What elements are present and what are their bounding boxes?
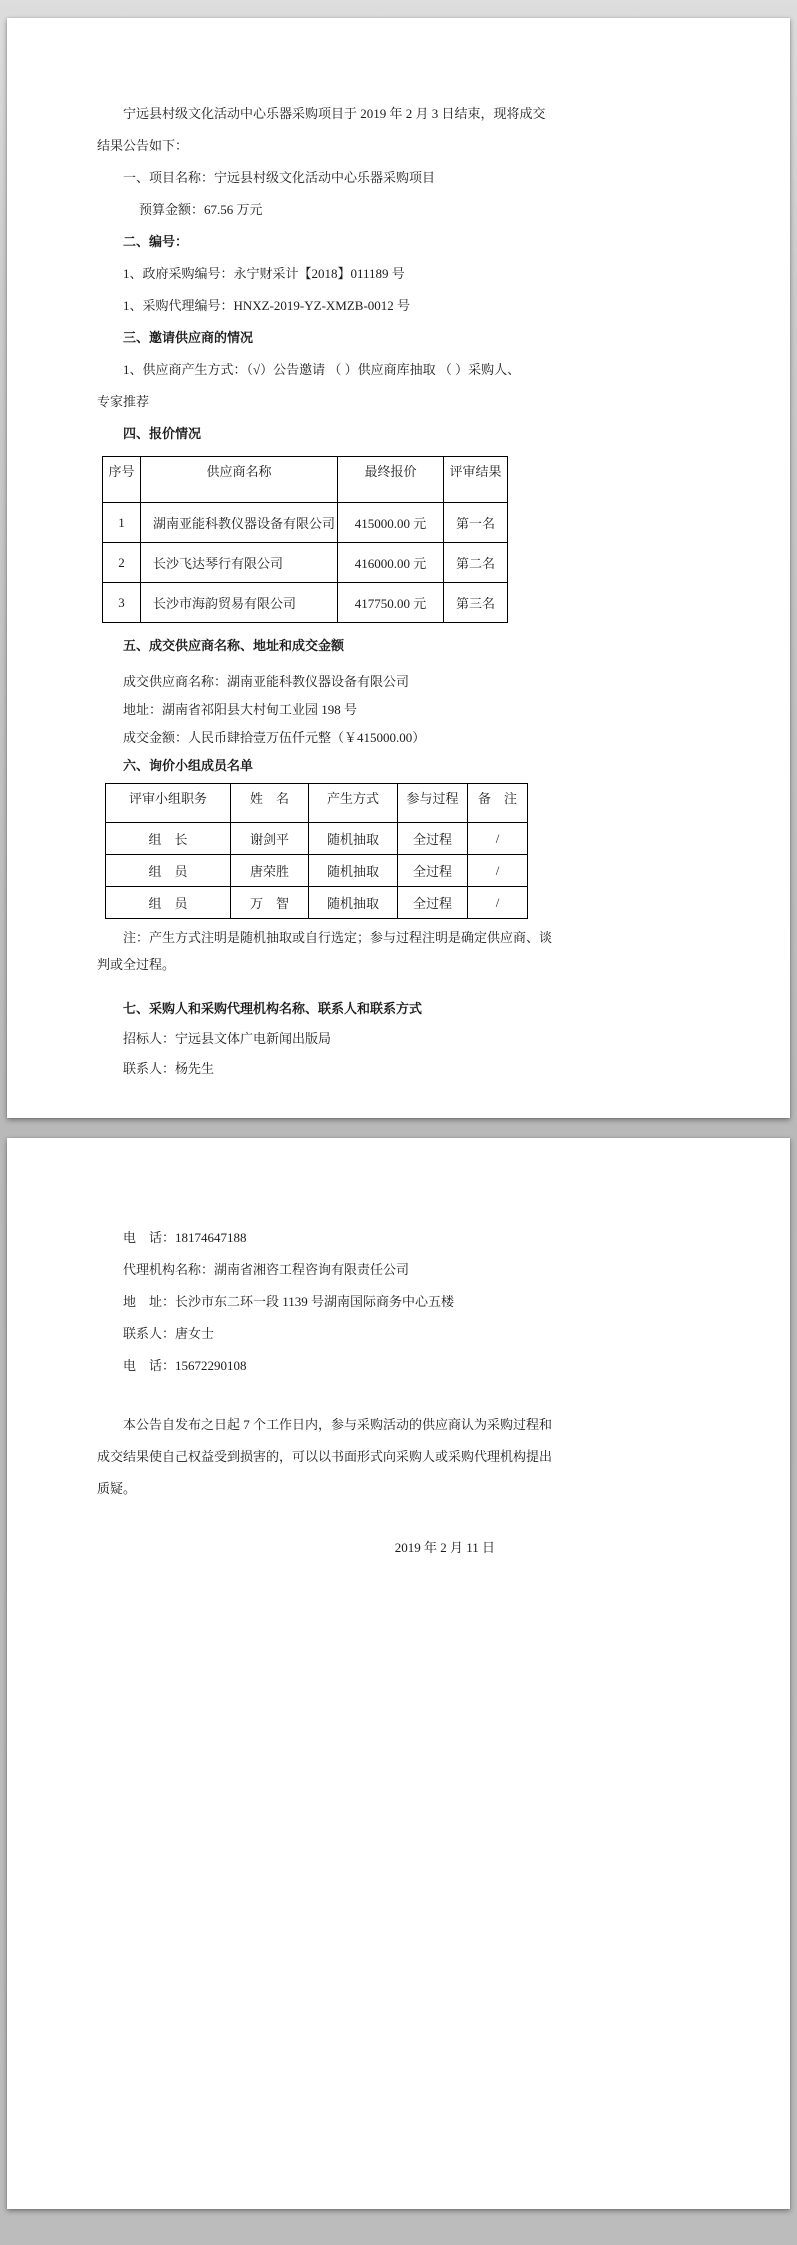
- quotation-table-header-row: [103, 457, 508, 503]
- table-cell: 415000.00 元: [338, 503, 444, 543]
- notice-line-3: 质疑。: [97, 1481, 137, 1496]
- table-header-cell: 参与过程: [398, 784, 468, 823]
- page-1: [7, 18, 790, 1118]
- table-cell: 组 长: [106, 823, 231, 855]
- panel-note-line-1: 注：产生方式注明是随机抽取或自行选定；参与过程注明是确定供应商、谈: [123, 930, 553, 945]
- table-cell: 第二名: [444, 543, 508, 583]
- section-7-title: 七、采购人和采购代理机构名称、联系人和联系方式: [123, 1001, 423, 1016]
- table-row: [106, 823, 528, 855]
- table-cell: 第一名: [444, 503, 508, 543]
- table-header-cell: 供应商名称: [141, 457, 338, 503]
- table-cell: /: [468, 823, 528, 855]
- table-cell: 谢剑平: [231, 823, 309, 855]
- table-cell: 全过程: [398, 855, 468, 887]
- table-cell: 全过程: [398, 823, 468, 855]
- supplier-method-line-1: 1、供应商产生方式：（√）公告邀请 （ ）供应商库抽取 （ ）采购人、: [123, 362, 521, 377]
- agency-phone2-line: 电 话：15672290108: [123, 1358, 247, 1373]
- panel-note-line-2: 判或全过程。: [97, 957, 176, 972]
- section-5-title: 五、成交供应商名称、地址和成交金额: [123, 638, 345, 653]
- table-cell: 万 智: [231, 887, 309, 919]
- table-cell: 随机抽取: [309, 855, 398, 887]
- table-cell: 湖南亚能科教仪器设备有限公司: [141, 503, 338, 543]
- agency-no: 1、采购代理编号：HNXZ-2019-YZ-XMZB-0012 号: [123, 298, 411, 313]
- table-row: [103, 543, 508, 583]
- table-row: [103, 503, 508, 543]
- table-cell: 1: [103, 503, 141, 543]
- document-viewer: [0, 18, 797, 2209]
- table-cell: 长沙市海韵贸易有限公司: [141, 583, 338, 623]
- table-row: [106, 855, 528, 887]
- table-cell: 第三名: [444, 583, 508, 623]
- announcement-date: 2019 年 2 月 11 日: [394, 1540, 495, 1555]
- notice-line-2: 成交结果使自己权益受到损害的，可以以书面形式向采购人或采购代理机构提出: [97, 1449, 553, 1464]
- section-4-title: 四、报价情况: [123, 426, 202, 441]
- inquiry-panel-table: [105, 783, 528, 919]
- table-cell: /: [468, 855, 528, 887]
- table-cell: /: [468, 887, 528, 919]
- quotation-table: [102, 456, 508, 623]
- table-cell: 随机抽取: [309, 887, 398, 919]
- table-cell: 2: [103, 543, 141, 583]
- contact-line: 联系人：杨先生: [123, 1061, 215, 1076]
- table-cell: 唐荣胜: [231, 855, 309, 887]
- table-header-cell: 评审结果: [444, 457, 508, 503]
- table-cell: 3: [103, 583, 141, 623]
- table-header-cell: 备 注: [468, 784, 528, 823]
- section-3-title: 三、邀请供应商的情况: [123, 330, 254, 345]
- table-cell: 417750.00 元: [338, 583, 444, 623]
- section-6-title: 六、询价小组成员名单: [123, 758, 254, 773]
- table-cell: 全过程: [398, 887, 468, 919]
- panel-table-header-row: [106, 784, 528, 823]
- agency-name-line: 代理机构名称：湖南省湘咨工程咨询有限责任公司: [123, 1262, 410, 1277]
- intro-line-2: 结果公告如下：: [97, 138, 189, 153]
- agency-contact-line: 联系人：唐女士: [123, 1326, 215, 1341]
- table-cell: 组 员: [106, 855, 231, 887]
- page-2: [7, 1138, 790, 2209]
- table-row: [106, 887, 528, 919]
- page-2-content: [97, 1222, 657, 1564]
- agency-phone-line: 电 话：18174647188: [123, 1230, 247, 1245]
- intro-line-1: 宁远县村级文化活动中心乐器采购项目于 2019 年 2 月 3 日结束，现将成交: [123, 106, 546, 121]
- table-header-cell: 评审小组职务: [106, 784, 231, 823]
- supplier-address-line: 地址：湖南省祁阳县大村甸工业园 198 号: [123, 702, 358, 717]
- deal-amount-line: 成交金额：人民币肆拾壹万伍仟元整（￥415000.00）: [123, 730, 426, 745]
- supplier-method-line-2: 专家推荐: [97, 394, 150, 409]
- notice-line-1: 本公告自发布之日起 7 个工作日内，参与采购活动的供应商认为采购过程和: [123, 1417, 553, 1432]
- table-cell: 416000.00 元: [338, 543, 444, 583]
- section-1-title: 一、项目名称：宁远县村级文化活动中心乐器采购项目: [123, 170, 436, 185]
- winning-supplier-line: 成交供应商名称：湖南亚能科教仪器设备有限公司: [123, 674, 410, 689]
- page-1-content: [97, 98, 657, 1084]
- table-header-cell: 姓 名: [231, 784, 309, 823]
- table-row: [103, 583, 508, 623]
- agency-address-line: 地 址：长沙市东二环一段 1139 号湖南国际商务中心五楼: [123, 1294, 455, 1309]
- budget-line: 预算金额：67.56 万元: [139, 202, 263, 217]
- table-header-cell: 产生方式: [309, 784, 398, 823]
- purchaser-line: 招标人：宁远县文体广电新闻出版局: [123, 1031, 332, 1046]
- table-cell: 组 员: [106, 887, 231, 919]
- gov-procurement-no: 1、政府采购编号：永宁财采计【2018】011189 号: [123, 266, 405, 281]
- section-2-title: 二、编号：: [123, 234, 189, 249]
- table-header-cell: 序号: [103, 457, 141, 503]
- table-header-cell: 最终报价: [338, 457, 444, 503]
- table-cell: 随机抽取: [309, 823, 398, 855]
- table-cell: 长沙飞达琴行有限公司: [141, 543, 338, 583]
